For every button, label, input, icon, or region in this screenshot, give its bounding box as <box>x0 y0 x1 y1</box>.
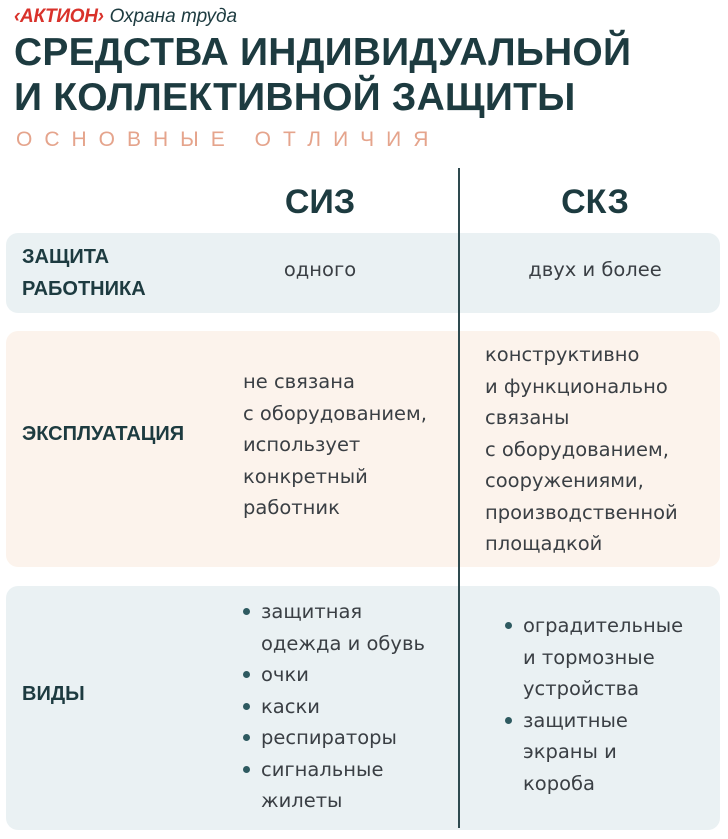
text-line: конструктивно <box>485 343 640 366</box>
cell-types-skz <box>503 610 720 799</box>
list-item: защитные экраны и короба <box>503 705 720 800</box>
row-label-operation: ЭКСПЛУАТАЦИЯ <box>22 423 185 445</box>
cell-protection-skz: двух и более <box>528 258 662 281</box>
text-line: производственной <box>485 500 678 524</box>
column-divider <box>458 168 460 828</box>
brand-product: Охрана труда <box>109 6 238 27</box>
row-label-protection-line-1: ЗАЩИТА <box>22 246 110 268</box>
text-line: сооружениями, <box>485 469 644 492</box>
title-line-1: СРЕДСТВА ИНДИВИДУАЛЬНОЙ <box>14 31 632 74</box>
cell-protection-siz: одного <box>283 258 357 281</box>
skz-types-list <box>503 610 720 799</box>
title-line-2: И КОЛЛЕКТИВНОЙ ЗАЩИТЫ <box>14 76 576 119</box>
text-line: не связана <box>243 370 355 393</box>
column-header-skz: СКЗ <box>561 183 629 221</box>
text-line: использует <box>243 433 361 456</box>
text-line: и функционально <box>485 374 668 398</box>
list-item: сигнальные жилеты <box>241 754 457 817</box>
text-line: с оборудованием, <box>485 437 669 461</box>
cell-types-siz <box>241 596 457 817</box>
cell-operation-skz <box>485 339 720 560</box>
cell-operation-siz <box>243 366 457 524</box>
page-title <box>14 30 714 120</box>
siz-types-list <box>241 596 457 817</box>
text-line: площадкой <box>485 532 603 555</box>
brand-logo: ‹АКТИОН› <box>14 6 104 27</box>
text-line: конкретный <box>243 464 368 488</box>
page-subtitle: ОСНОВНЫЕ ОТЛИЧИЯ <box>16 128 441 151</box>
text-line: с оборудованием, <box>243 401 427 425</box>
list-item: очки <box>241 659 457 691</box>
row-label-types: ВИДЫ <box>22 683 85 705</box>
column-header-siz: СИЗ <box>284 183 356 221</box>
row-label-protection-line-2: РАБОТНИКА <box>22 278 146 300</box>
text-line: работник <box>243 496 340 519</box>
row-label-protection <box>22 241 146 305</box>
brand <box>14 6 237 30</box>
list-item: респираторы <box>241 722 457 754</box>
text-line: связаны <box>485 406 570 429</box>
list-item: каски <box>241 691 457 723</box>
list-item: защитная одежда и обувь <box>241 596 457 659</box>
list-item: оградительные и тормозные устройства <box>503 610 720 705</box>
